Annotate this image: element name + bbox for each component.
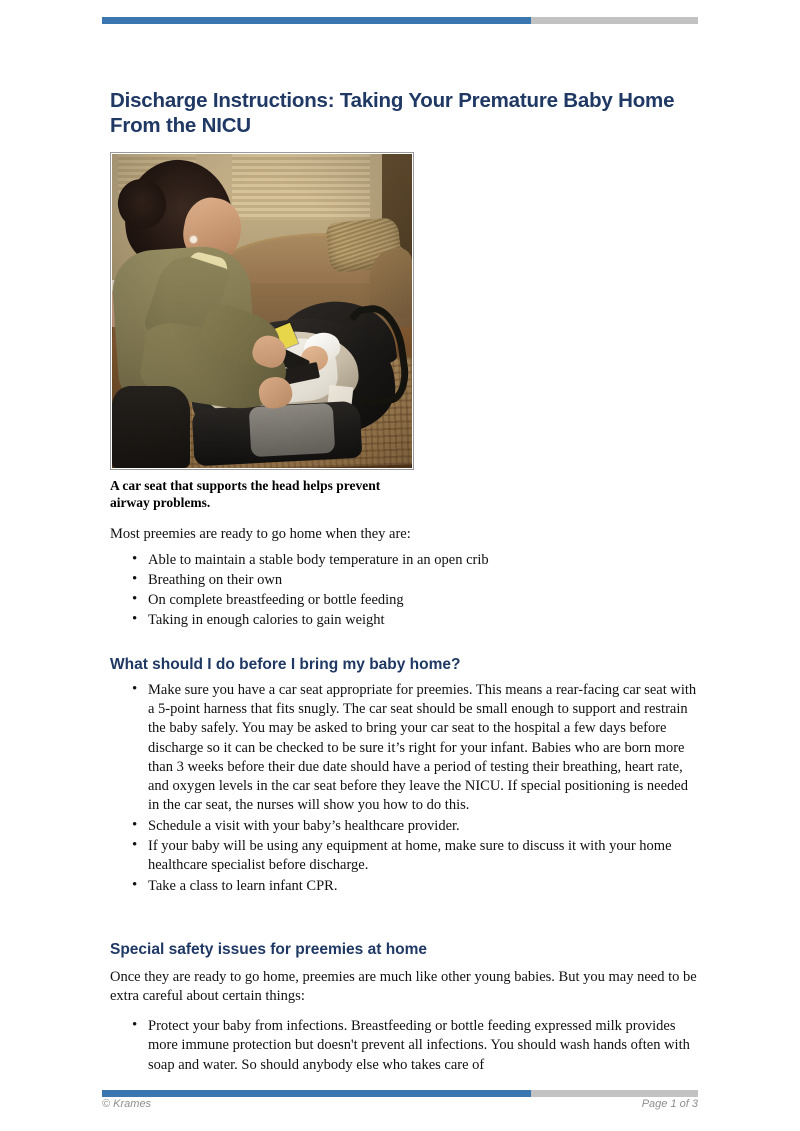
footer-copyright: © Krames [102, 1098, 152, 1110]
figure-frame [110, 152, 414, 470]
list-item: • If your baby will be using any equipment at home, make sure to discuss it with your home healthcare specialist before discharge. [148, 837, 700, 876]
section-bullet-list-before-bringing-baby-home [110, 681, 700, 896]
figure-car-seat [110, 152, 700, 511]
photo-vignette [112, 154, 412, 468]
section-bullet-list-special-safety-issues [110, 1017, 700, 1075]
photo-mother-buckling-baby-in-car-seat [112, 154, 412, 468]
footer-rule-blue-segment [102, 1090, 531, 1097]
figure-caption: A car seat that supports the head helps prevent airway problems. [110, 478, 381, 510]
footer-rule-gray-segment [531, 1090, 698, 1097]
list-item: • Protect your baby from infections. Breastfeeding or bottle feeding expressed milk provides more immune protection but doesn't prevent all infections. You should wash hands often with soap and water. So should anybody else who takes care of [148, 1017, 700, 1075]
list-item: • Make sure you have a car seat appropriate for preemies. This means a rear-facing car seat with a 5-point harness that fits snugly. The car seat should be small enough to support and restrain the baby safely. You may be asked to bring your car seat to the hospital a few days before discharge so it can be checked to be sure it’s right for your infant. Babies who are born more than 3 weeks before their due date should have a period of testing their breathing, heart rate, and oxygen levels in the car seat before they leave the NICU. If special positioning is needed in the car seat, the nurses will show you how to do this. [148, 681, 700, 816]
page-title: Discharge Instructions: Taking Your Premature Baby Home From the NICU [110, 89, 675, 137]
section-heading-before-bringing-baby-home: What should I do before I bring my baby home? [110, 655, 461, 673]
section-heading-special-safety-issues: Special safety issues for preemies at home [110, 940, 428, 958]
header-rule-gray-segment [531, 17, 698, 24]
footer-page-number: Page 1 of 3 [641, 1098, 698, 1110]
list-item: • Take a class to learn infant CPR. [148, 877, 700, 896]
list-item: • Taking in enough calories to gain weight [148, 611, 700, 630]
intro-paragraph: Most preemies are ready to go home when they are: [110, 526, 411, 542]
header-rule-blue-segment [102, 17, 531, 24]
list-item: • Able to maintain a stable body temperature in an open crib [148, 551, 700, 570]
document-content [110, 88, 700, 1076]
intro-bullet-list [110, 551, 700, 631]
list-item: • On complete breastfeeding or bottle feeding [148, 591, 700, 610]
header-rule [102, 17, 698, 24]
list-item: • Schedule a visit with your baby’s healthcare provider. [148, 817, 700, 836]
footer-rule [102, 1090, 698, 1097]
section-intro-special-safety-issues: Once they are ready to go home, preemies are much like other young babies. But you may need to be extra careful about certain things: [110, 968, 697, 1005]
list-item: • Breathing on their own [148, 571, 700, 590]
